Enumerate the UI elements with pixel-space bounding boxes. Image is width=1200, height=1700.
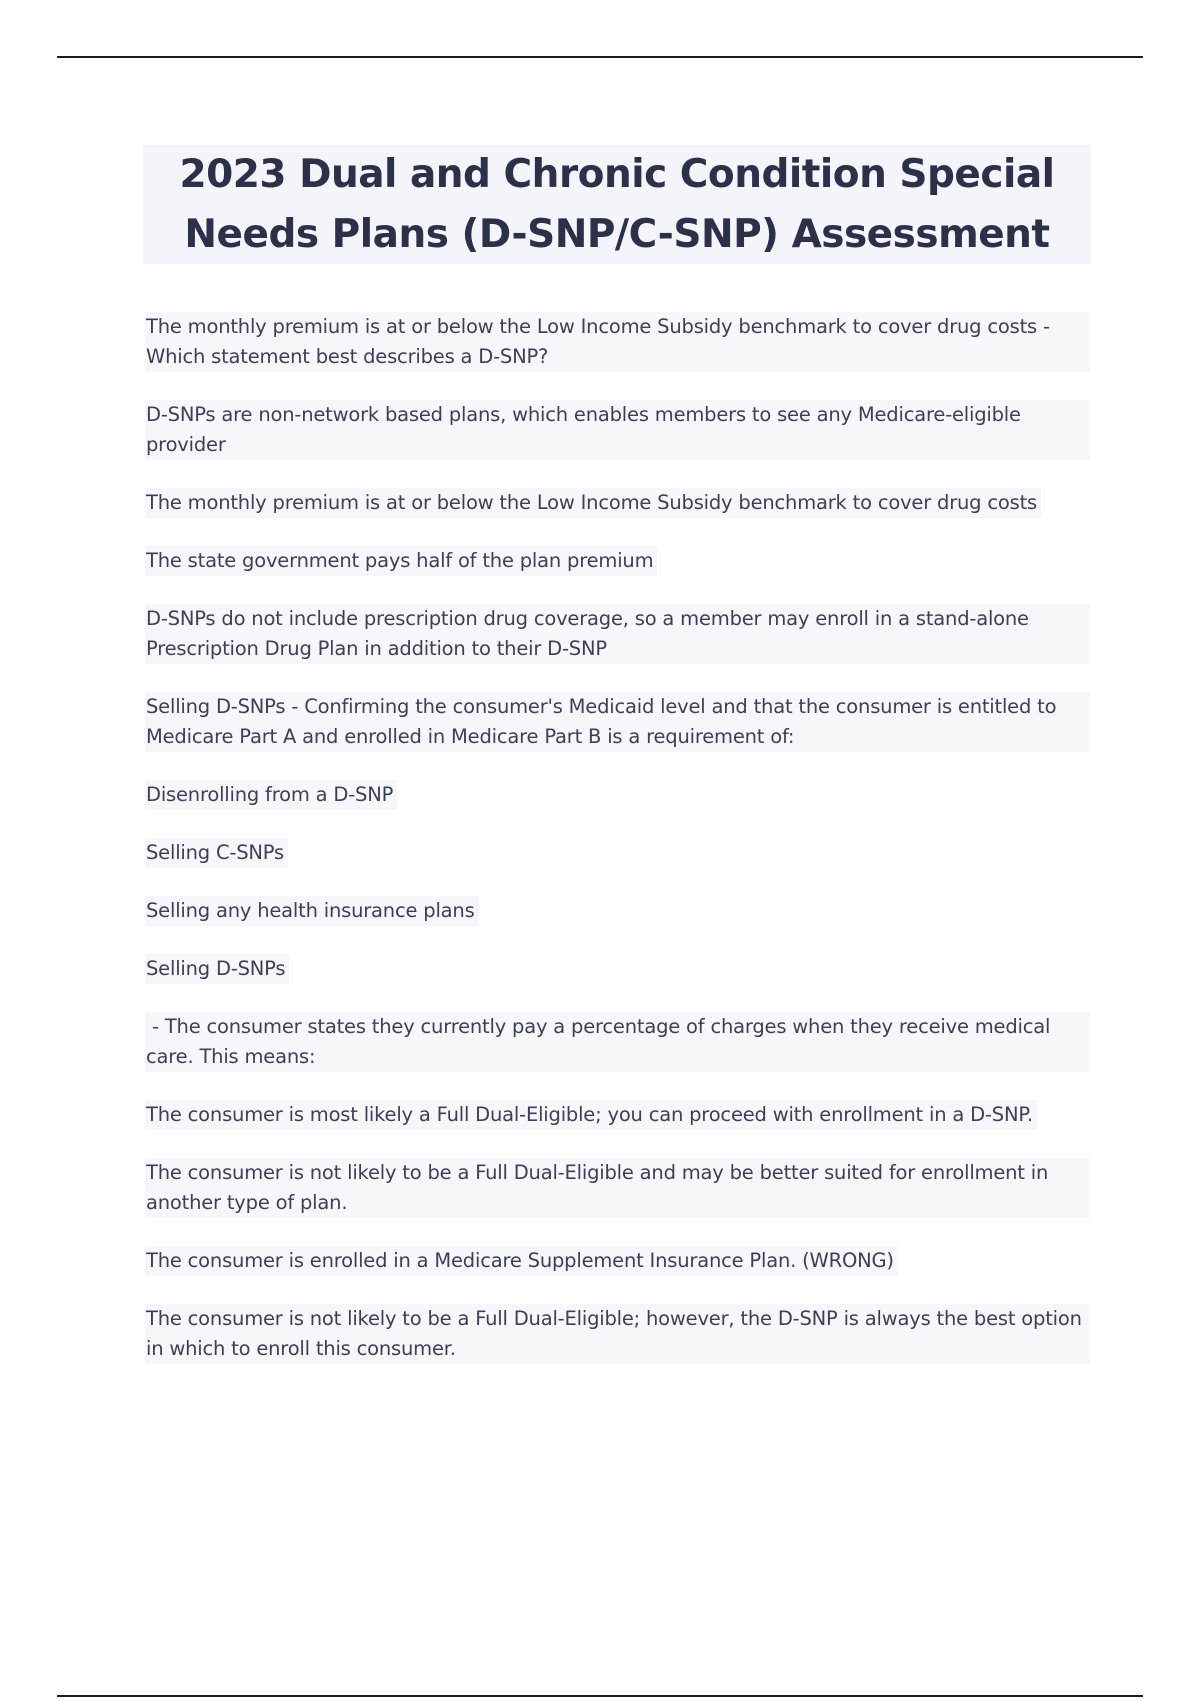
paragraph-question-3: - The consumer states they currently pay a percentage of charges when they receive medical care. This means:	[145, 1012, 1090, 1072]
paragraph-option: D-SNPs do not include prescription drug coverage, so a member may enroll in a stand-alone Prescription Drug Plan in addition to their D-SNP	[145, 604, 1090, 664]
document-body	[145, 312, 1090, 1392]
paragraph-option: The monthly premium is at or below the Low Income Subsidy benchmark to cover drug costs	[145, 488, 1041, 518]
paragraph-option: Selling C-SNPs	[145, 838, 288, 868]
title-line-1: 2023 Dual and Chronic Condition Special	[179, 151, 1055, 197]
title-line-2: Needs Plans (D-SNP/C-SNP) Assessment	[184, 211, 1050, 257]
paragraph-option: The state government pays half of the plan premium	[145, 546, 657, 576]
top-rule	[57, 56, 1143, 58]
bottom-rule	[57, 1695, 1143, 1697]
paragraph-option: Selling any health insurance plans	[145, 896, 479, 926]
paragraph-option: The consumer is most likely a Full Dual-Eligible; you can proceed with enrollment in a D-SNP.	[145, 1100, 1037, 1130]
paragraph-option: The consumer is not likely to be a Full Dual-Eligible and may be better suited for enrollment in another type of plan.	[145, 1158, 1090, 1218]
paragraph-option: Disenrolling from a D-SNP	[145, 780, 397, 810]
paragraph-question-1: The monthly premium is at or below the Low Income Subsidy benchmark to cover drug costs - Which statement best describes a D-SNP?	[145, 312, 1090, 372]
paragraph-option: D-SNPs are non-network based plans, which enables members to see any Medicare-eligible provider	[145, 400, 1090, 460]
paragraph-question-2: Selling D-SNPs - Confirming the consumer's Medicaid level and that the consumer is entitled to Medicare Part A and enrolled in Medicare Part B is a requirement of:	[145, 692, 1090, 752]
document-title	[143, 145, 1091, 264]
paragraph-option: The consumer is not likely to be a Full Dual-Eligible; however, the D-SNP is always the best option in which to enroll this consumer.	[145, 1304, 1090, 1364]
paragraph-option: Selling D-SNPs	[145, 954, 289, 984]
paragraph-option: The consumer is enrolled in a Medicare Supplement Insurance Plan. (WRONG)	[145, 1246, 898, 1276]
